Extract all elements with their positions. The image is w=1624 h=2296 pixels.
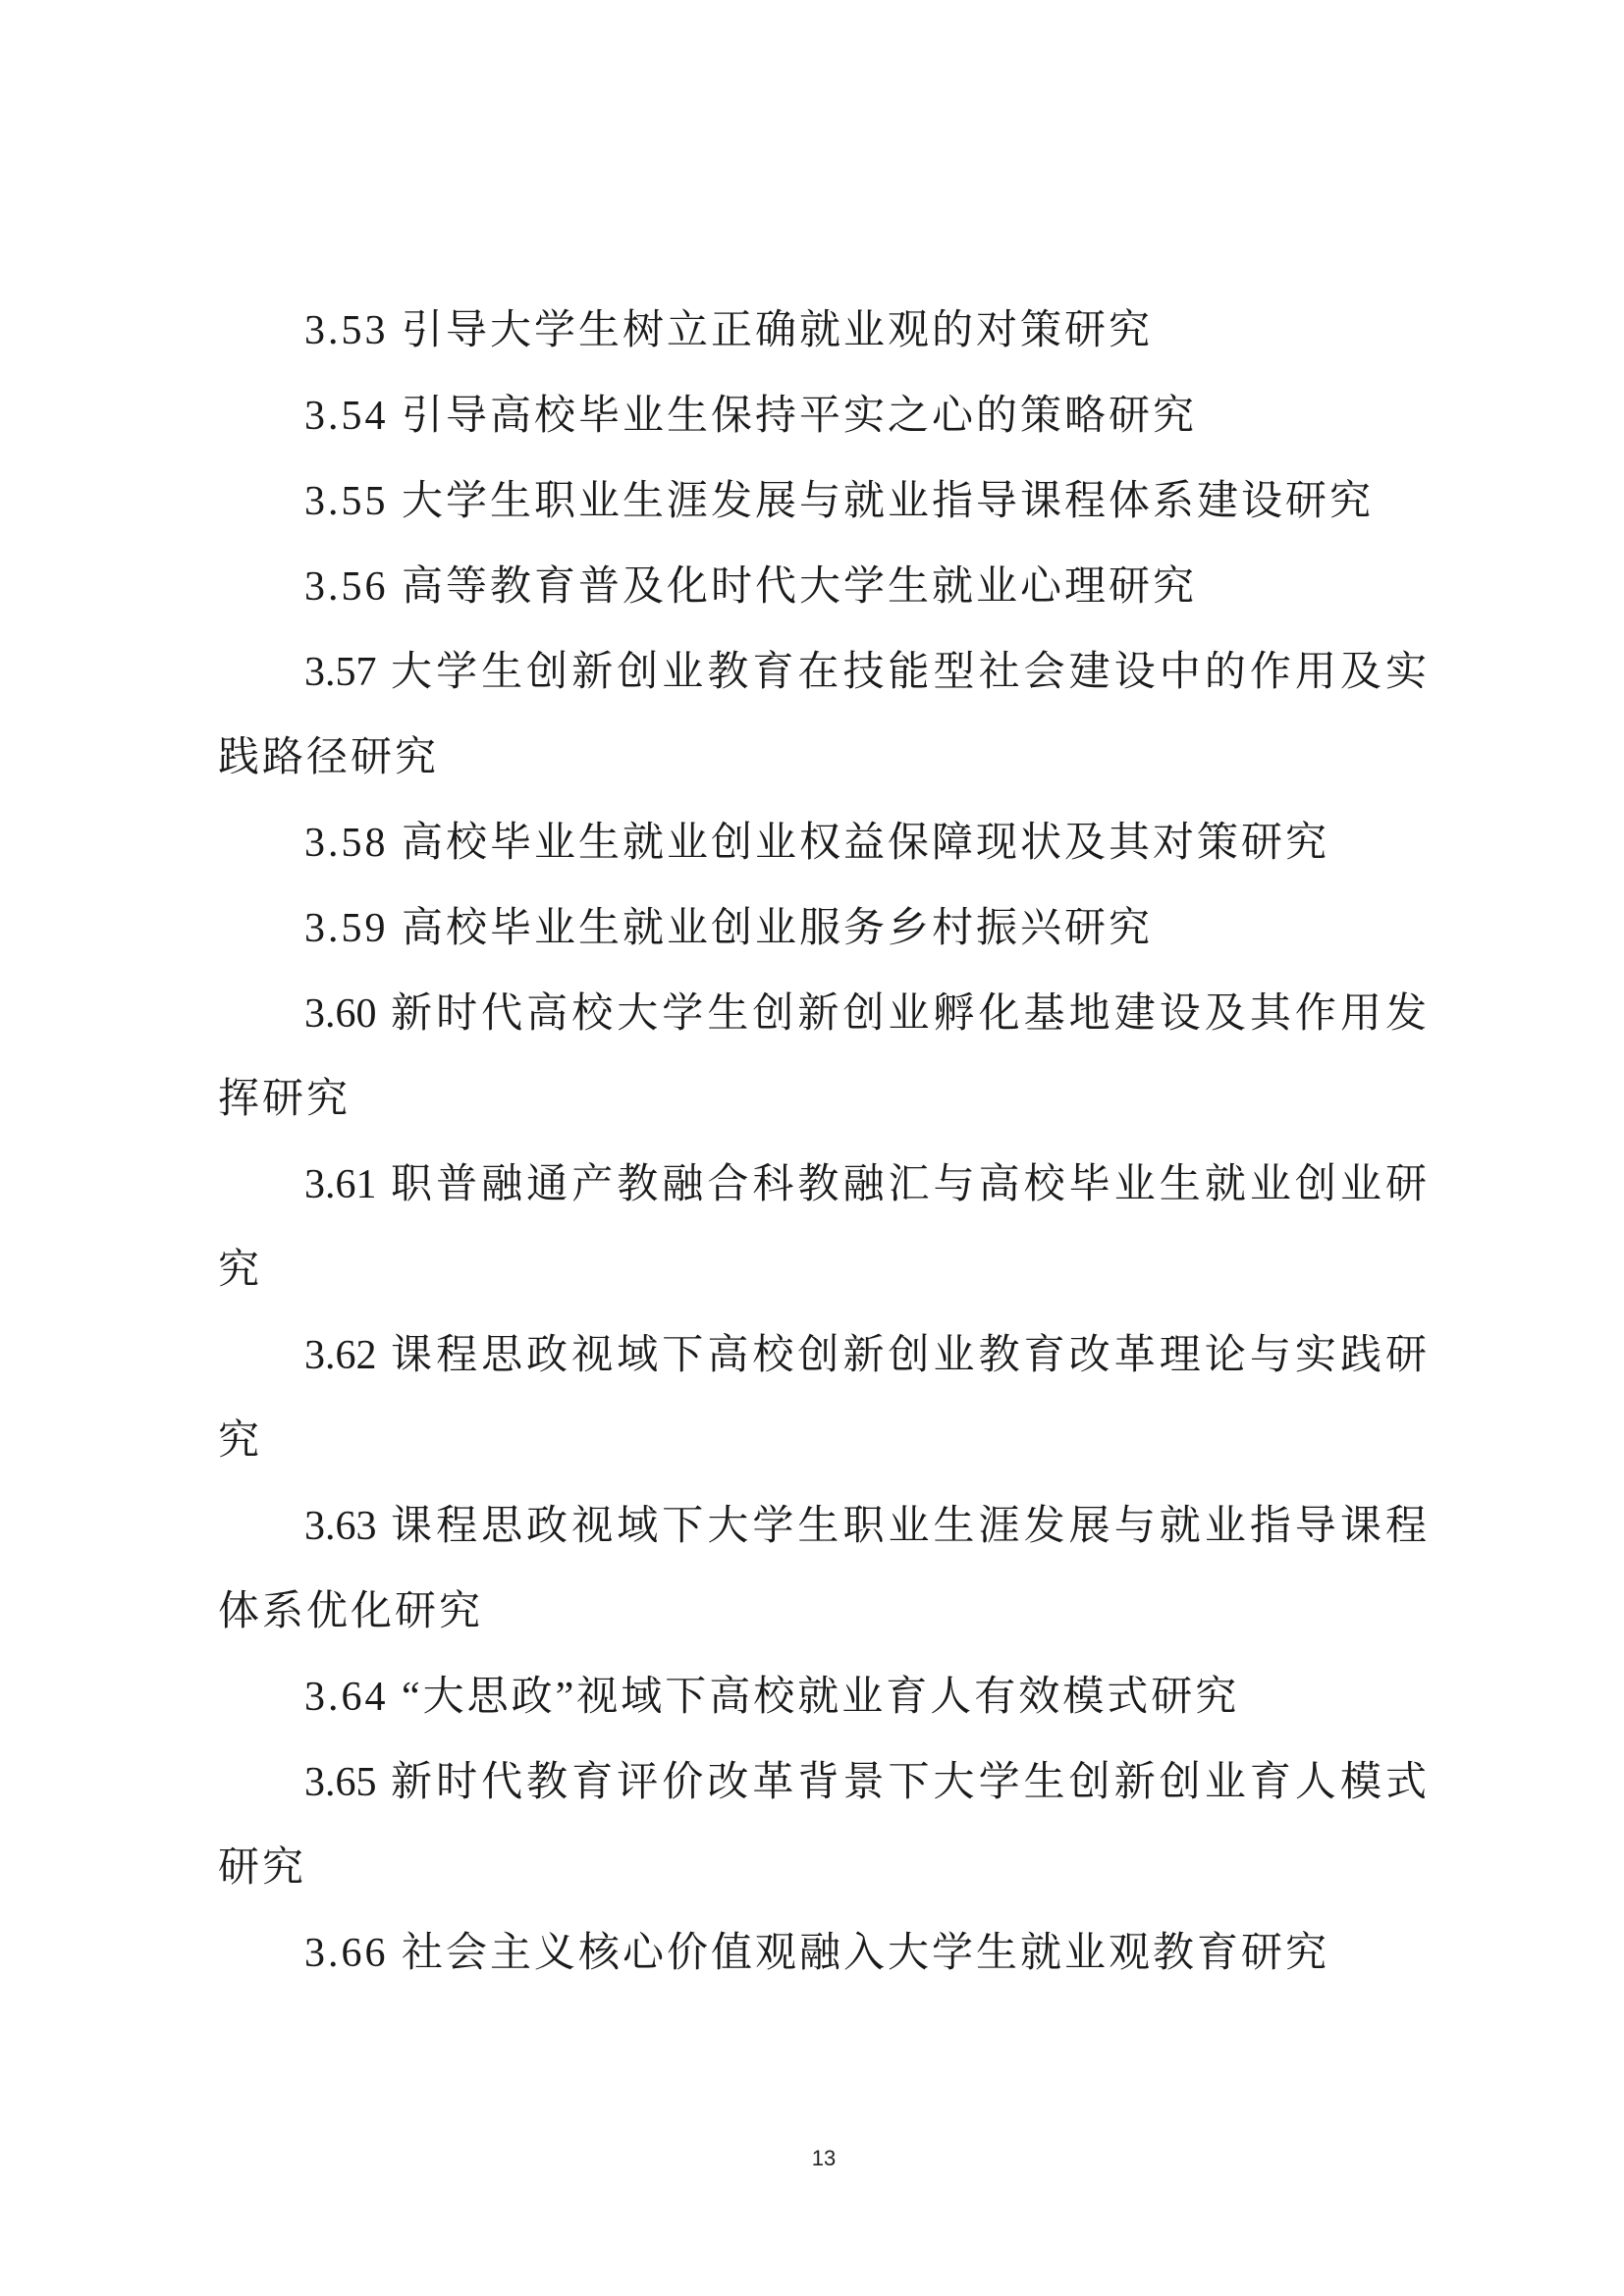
- list-item-line-continued: 研究: [218, 1845, 307, 1891]
- list-item: [0, 801, 1624, 886]
- list-item-line: 3.54 引导高校毕业生保持平实之心的策略研究: [304, 394, 1198, 439]
- list-item: [0, 1911, 1624, 1997]
- list-item-line: 3.55 大学生职业生涯发展与就业指导课程体系建设研究: [304, 479, 1375, 524]
- page-number: 13: [811, 2146, 837, 2170]
- list-item-line: 3.63 课程思政视域下大学生职业生涯发展与就业指导课程: [304, 1504, 1427, 1549]
- list-item: [0, 630, 1624, 801]
- list-item-line: 3.57 大学生创新创业教育在技能型社会建设中的作用及实: [304, 650, 1427, 695]
- list-item: [0, 545, 1624, 630]
- list-item-line: 3.61 职普融通产教融合科教融汇与高校毕业生就业创业研: [304, 1162, 1427, 1207]
- list-item-line-continued: 究: [218, 1418, 263, 1464]
- list-item-line-continued: 践路径研究: [218, 735, 440, 780]
- list-item-line: 3.58 高校毕业生就业创业权益保障现状及其对策研究: [304, 821, 1330, 866]
- list-item-line: 3.62 课程思政视域下高校创新创业教育改革理论与实践研: [304, 1333, 1427, 1378]
- list-item: [0, 1313, 1624, 1484]
- list-item-line-continued: 挥研究: [218, 1077, 352, 1122]
- list-item: [0, 1484, 1624, 1655]
- list-item: [0, 1143, 1624, 1313]
- list-item-line: 3.56 高等教育普及化时代大学生就业心理研究: [304, 564, 1198, 610]
- list-item-line-continued: 究: [218, 1248, 263, 1293]
- list-item-line: 3.59 高校毕业生就业创业服务乡村振兴研究: [304, 906, 1154, 951]
- list-item: [0, 886, 1624, 972]
- list-item: [0, 972, 1624, 1143]
- list-item: [0, 289, 1624, 374]
- list-item-line: 3.66 社会主义核心价值观融入大学生就业观教育研究: [304, 1931, 1330, 1976]
- list-item: [0, 459, 1624, 545]
- list-item-line-continued: 体系优化研究: [218, 1589, 484, 1634]
- list-item: [0, 374, 1624, 459]
- list-item-line: 3.65 新时代教育评价改革背景下大学生创新创业育人模式: [304, 1760, 1427, 1805]
- list-item-line: 3.64 “大思政”视域下高校就业育人有效模式研究: [304, 1675, 1240, 1720]
- list-item-line: 3.60 新时代高校大学生创新创业孵化基地建设及其作用发: [304, 991, 1427, 1037]
- topic-list: [0, 289, 1624, 1997]
- list-item: [0, 1740, 1624, 1911]
- list-item: [0, 1655, 1624, 1740]
- list-item-line: 3.53 引导大学生树立正确就业观的对策研究: [304, 308, 1154, 353]
